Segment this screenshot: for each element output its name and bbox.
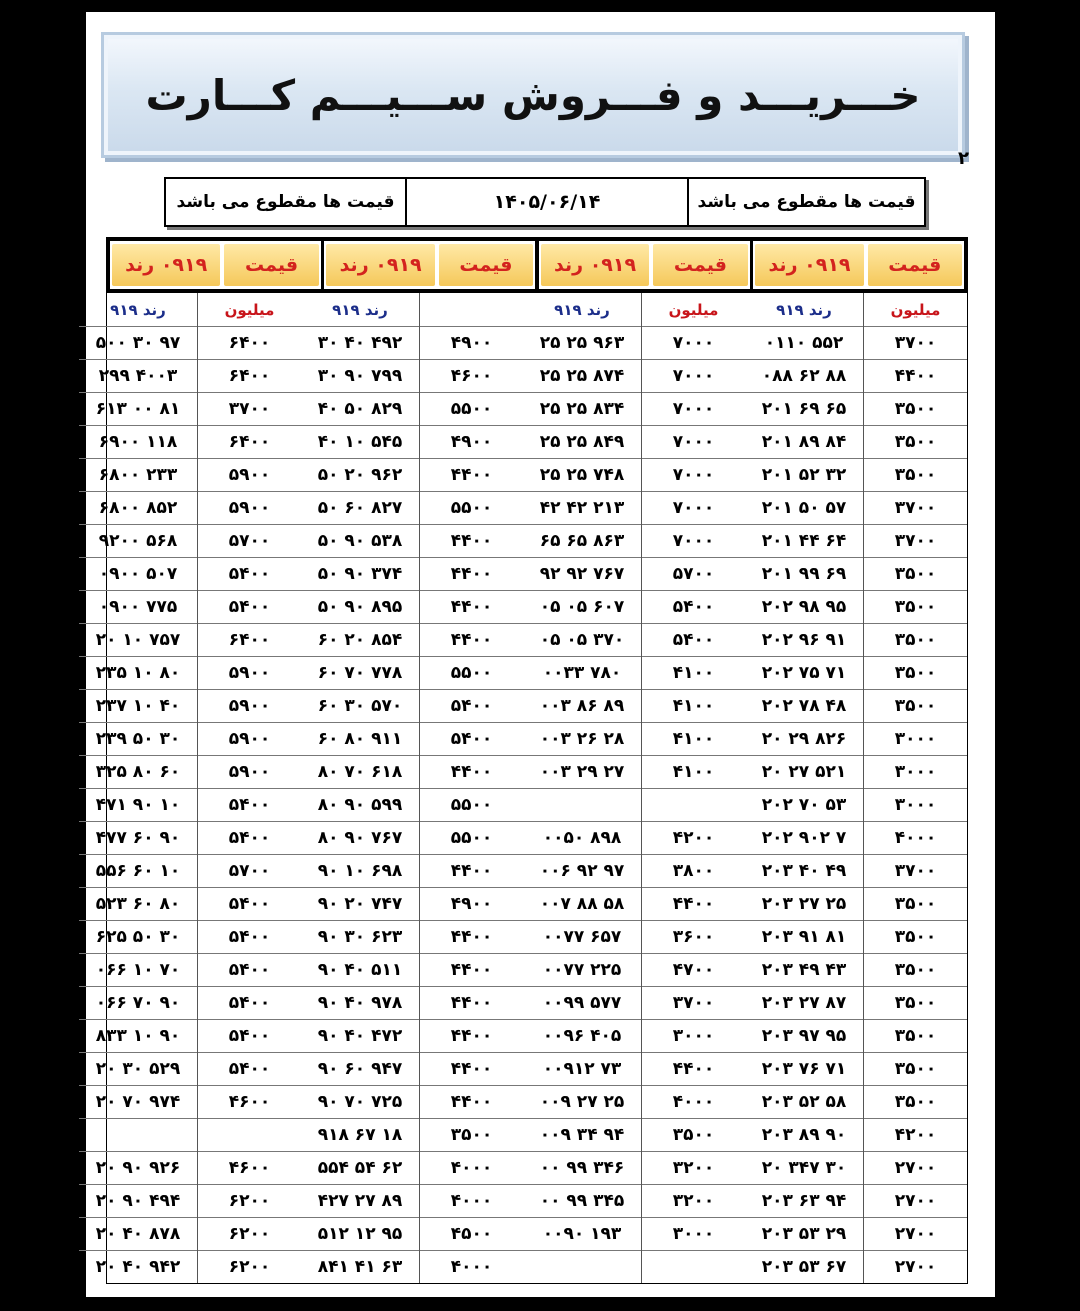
document-page — [86, 12, 995, 1297]
price-cell: ۳۵۰۰ — [864, 558, 967, 591]
phone-number-cell: ۲۰۲ ۹۶ ۹۱ — [745, 624, 863, 657]
phone-number-cell: ۹۰ ۴۰ ۹۷۸ — [301, 987, 419, 1020]
phone-number-cell: ۹۰ ۶۰ ۹۴۷ — [301, 1053, 419, 1086]
price-cell: ۴۹۰۰ — [420, 888, 523, 921]
price-cell: ۴۴۰۰ — [420, 954, 523, 987]
phone-number-cell: ۶۸۰۰ ۲۳۳ — [79, 459, 197, 492]
price-cell: ۵۵۰۰ — [420, 492, 523, 525]
price-cell: ۳۵۰۰ — [864, 459, 967, 492]
phone-number-cell: ۴۷۱ ۹۰ ۱۰ — [79, 789, 197, 822]
price-cell: ۴۴۰۰ — [420, 624, 523, 657]
phone-number-cell: ۰۰۹ ۲۷ ۲۵ — [523, 1086, 641, 1119]
price-cell: ۵۹۰۰ — [198, 492, 301, 525]
price-cell: ۴۶۰۰ — [420, 360, 523, 393]
subheader-number: ۹۱۹ رند — [79, 293, 197, 327]
price-cell: ۵۷۰۰ — [198, 855, 301, 888]
price-cell — [642, 789, 745, 822]
price-cell: ۳۵۰۰ — [864, 1020, 967, 1053]
price-cell: ۴۲۰۰ — [864, 1119, 967, 1152]
price-cell: ۷۰۰۰ — [642, 525, 745, 558]
phone-number-cell: ۰۰۷۷ ۲۲۵ — [523, 954, 641, 987]
info-row — [164, 177, 926, 227]
phone-number-cell: ۵۰ ۹۰ ۵۳۸ — [301, 525, 419, 558]
phone-number-cell: ۶۸۰۰ ۸۵۲ — [79, 492, 197, 525]
price-cell: ۷۰۰۰ — [642, 426, 745, 459]
price-column — [642, 293, 745, 1283]
price-cell: ۳۰۰۰ — [642, 1020, 745, 1053]
phone-number-cell: ۲۰۱ ۵۲ ۳۲ — [745, 459, 863, 492]
number-column — [79, 293, 198, 1283]
phone-number-cell: ۵۰ ۹۰ ۸۹۵ — [301, 591, 419, 624]
price-cell: ۳۵۰۰ — [420, 1119, 523, 1152]
phone-number-cell — [523, 789, 641, 822]
price-cell: ۵۹۰۰ — [198, 690, 301, 723]
phone-number-cell: ۲۳۹ ۵۰ ۳۰ — [79, 723, 197, 756]
price-cell: ۴۷۰۰ — [642, 954, 745, 987]
phone-number-cell: ۰۰۶ ۹۲ ۹۷ — [523, 855, 641, 888]
price-cell: ۳۰۰۰ — [864, 789, 967, 822]
phone-number-cell: ۵۱۲ ۱۲ ۹۵ — [301, 1218, 419, 1251]
phone-number-cell: ۲۳۷ ۱۰ ۴۰ — [79, 690, 197, 723]
price-notice-right: قیمت ها مقطوع می باشد — [687, 179, 924, 225]
price-cell: ۵۴۰۰ — [420, 690, 523, 723]
price-cell: ۴۴۰۰ — [420, 591, 523, 624]
price-cell: ۴۴۰۰ — [420, 1086, 523, 1119]
price-cell: ۷۰۰۰ — [642, 393, 745, 426]
phone-number-cell: ۲۰۱ ۶۹ ۶۵ — [745, 393, 863, 426]
phone-number-cell: ۲۰۱ ۹۹ ۶۹ — [745, 558, 863, 591]
phone-number-cell: ۶۰ ۳۰ ۵۷۰ — [301, 690, 419, 723]
header-number-2: ۰۹۱۹ رند — [541, 244, 649, 286]
price-cell: ۲۷۰۰ — [864, 1218, 967, 1251]
column-group — [745, 293, 967, 1283]
price-cell: ۵۴۰۰ — [198, 987, 301, 1020]
phone-number-cell: ۸۳۳ ۱۰ ۹۰ — [79, 1020, 197, 1053]
phone-number-cell: ۰۰۹۰ ۱۹۳ — [523, 1218, 641, 1251]
phone-number-cell: ۲۰۳ ۸۹ ۹۰ — [745, 1119, 863, 1152]
price-cell: ۵۴۰۰ — [198, 1053, 301, 1086]
price-cell: ۴۱۰۰ — [642, 657, 745, 690]
price-cell: ۴۲۰۰ — [642, 822, 745, 855]
price-cell: ۵۵۰۰ — [420, 393, 523, 426]
header-number-4: ۰۹۱۹ رند — [112, 244, 220, 286]
price-cell: ۳۵۰۰ — [864, 987, 967, 1020]
price-cell: ۳۰۰۰ — [864, 756, 967, 789]
phone-number-cell: ۰۶۶ ۷۰ ۹۰ — [79, 987, 197, 1020]
price-cell: ۳۵۰۰ — [864, 624, 967, 657]
price-cell: ۵۹۰۰ — [198, 459, 301, 492]
price-cell: ۵۴۰۰ — [420, 723, 523, 756]
header-number-1: ۰۹۱۹ رند — [755, 244, 863, 286]
price-cell — [198, 1119, 301, 1152]
header-price-1: قیمت — [868, 244, 962, 286]
subheader-unit: میلیون — [198, 293, 301, 327]
price-cell: ۳۰۰۰ — [864, 723, 967, 756]
phone-number-cell: ۲۰ ۷۰ ۹۷۴ — [79, 1086, 197, 1119]
column-separator — [321, 241, 325, 289]
phone-number-cell: ۵۵۴ ۵۴ ۶۲ — [301, 1152, 419, 1185]
phone-number-cell: ۴۰ ۱۰ ۵۴۵ — [301, 426, 419, 459]
phone-number-cell: ۶۰ ۷۰ ۷۷۸ — [301, 657, 419, 690]
price-cell: ۳۵۰۰ — [864, 921, 967, 954]
phone-number-cell: ۰۶۶ ۱۰ ۷۰ — [79, 954, 197, 987]
phone-number-cell: ۹۰ ۷۰ ۷۲۵ — [301, 1086, 419, 1119]
phone-number-cell: ۲۰۱ ۸۹ ۸۴ — [745, 426, 863, 459]
price-cell: ۵۴۰۰ — [198, 1020, 301, 1053]
price-cell: ۴۴۰۰ — [420, 756, 523, 789]
price-cell: ۳۵۰۰ — [864, 657, 967, 690]
phone-number-cell: ۲۵ ۲۵ ۷۴۸ — [523, 459, 641, 492]
phone-number-cell: ۲۰۳ ۴۰ ۴۹ — [745, 855, 863, 888]
price-cell: ۳۷۰۰ — [864, 525, 967, 558]
title-banner — [101, 32, 965, 158]
phone-number-cell: ۲۰۳ ۵۳ ۲۹ — [745, 1218, 863, 1251]
phone-number-cell: ۲۰ ۲۹ ۸۲۶ — [745, 723, 863, 756]
header-price-2: قیمت — [653, 244, 747, 286]
price-cell: ۳۵۰۰ — [864, 426, 967, 459]
price-cell: ۴۴۰۰ — [420, 1053, 523, 1086]
phone-number-cell: ۰۸۸ ۶۲ ۸۸ — [745, 360, 863, 393]
price-cell: ۵۴۰۰ — [198, 789, 301, 822]
phone-number-cell: ۹۰ ۲۰ ۷۴۷ — [301, 888, 419, 921]
column-group — [79, 293, 301, 1283]
phone-number-cell: ۴۰ ۵۰ ۸۲۹ — [301, 393, 419, 426]
price-cell: ۷۰۰۰ — [642, 492, 745, 525]
phone-number-cell: ۴۲ ۴۲ ۲۱۳ — [523, 492, 641, 525]
price-cell: ۶۴۰۰ — [198, 624, 301, 657]
price-cell: ۷۰۰۰ — [642, 459, 745, 492]
price-column — [198, 293, 301, 1283]
price-cell: ۳۵۰۰ — [864, 1053, 967, 1086]
price-cell: ۳۷۰۰ — [198, 393, 301, 426]
price-cell: ۴۴۰۰ — [642, 1053, 745, 1086]
phone-number-cell: ۲۵ ۲۵ ۸۳۴ — [523, 393, 641, 426]
price-cell: ۳۰۰۰ — [642, 1218, 745, 1251]
phone-number-cell — [79, 1119, 197, 1152]
price-cell: ۴۴۰۰ — [420, 558, 523, 591]
price-cell: ۴۰۰۰ — [642, 1086, 745, 1119]
phone-number-cell: ۲۰۳ ۲۷ ۸۷ — [745, 987, 863, 1020]
phone-number-cell: ۶۵ ۶۵ ۸۶۳ — [523, 525, 641, 558]
price-cell: ۳۲۰۰ — [642, 1185, 745, 1218]
phone-number-cell: ۴۷۷ ۶۰ ۹۰ — [79, 822, 197, 855]
phone-number-cell: ۶۰ ۸۰ ۹۱۱ — [301, 723, 419, 756]
number-column — [745, 293, 864, 1283]
price-cell: ۴۴۰۰ — [420, 525, 523, 558]
price-cell: ۴۹۰۰ — [420, 327, 523, 360]
price-cell: ۴۰۰۰ — [450, 1257, 493, 1277]
phone-number-cell: ۲۰۳ ۹۷ ۹۵ — [745, 1020, 863, 1053]
price-cell: ۴۰۰۰ — [420, 1185, 523, 1218]
phone-number-cell: ۲۰۲ ۷۸ ۴۸ — [745, 690, 863, 723]
phone-number-cell: ۰۰ ۹۹ ۳۴۶ — [523, 1152, 641, 1185]
header-price-4: قیمت — [224, 244, 318, 286]
phone-number-cell: ۰۰۷۷ ۶۵۷ — [523, 921, 641, 954]
phone-number-cell: ۶۰ ۲۰ ۸۵۴ — [301, 624, 419, 657]
price-cell: ۳۷۰۰ — [642, 987, 745, 1020]
price-cell: ۳۶۰۰ — [642, 921, 745, 954]
price-cell: ۴۴۰۰ — [642, 888, 745, 921]
column-separator — [535, 241, 539, 289]
price-cell: ۴۴۰۰ — [420, 921, 523, 954]
price-cell: ۵۴۰۰ — [198, 921, 301, 954]
phone-number-cell: ۰۰۹۱۲ ۷۳ — [523, 1053, 641, 1086]
phone-number-cell: ۸۴۱ ۴۱ ۶۳ — [317, 1257, 403, 1277]
phone-number-cell: ۵۰ ۶۰ ۸۲۷ — [301, 492, 419, 525]
price-cell: ۴۴۰۰ — [864, 360, 967, 393]
price-notice-left: قیمت ها مقطوع می باشد — [176, 192, 395, 212]
price-cell: ۷۰۰۰ — [642, 360, 745, 393]
phone-number-cell: ۴۲۷ ۲۷ ۸۹ — [301, 1185, 419, 1218]
phone-number-cell: ۲۰ ۹۰ ۹۲۶ — [79, 1152, 197, 1185]
table-header — [106, 237, 968, 293]
subheader-unit: میلیون — [642, 293, 745, 327]
price-cell: ۵۷۰۰ — [642, 558, 745, 591]
phone-number-cell: ۲۰ ۴۰ ۸۷۸ — [79, 1218, 197, 1251]
phone-number-cell: ۲۰۳ ۹۱ ۸۱ — [745, 921, 863, 954]
phone-number-cell: ۳۲۵ ۸۰ ۶۰ — [79, 756, 197, 789]
price-cell: ۴۰۰۰ — [864, 822, 967, 855]
price-cell: ۴۱۰۰ — [642, 756, 745, 789]
phone-number-cell: ۲۰ ۱۰ ۷۵۷ — [79, 624, 197, 657]
phone-number-cell: ۹۰ ۱۰ ۶۹۸ — [301, 855, 419, 888]
price-cell: ۴۴۰۰ — [420, 987, 523, 1020]
price-cell: ۳۷۰۰ — [864, 492, 967, 525]
phone-number-cell: ۰۰۹۹ ۵۷۷ — [523, 987, 641, 1020]
price-cell: ۶۴۰۰ — [198, 360, 301, 393]
column-group — [523, 293, 745, 1283]
phone-number-cell: ۰۰۵۰ ۸۹۸ — [523, 822, 641, 855]
phone-number-cell: ۶۹۰۰ ۱۱۸ — [79, 426, 197, 459]
phone-number-cell: ۰۰۹ ۳۴ ۹۴ — [523, 1119, 641, 1152]
phone-number-cell: ۲۰۲ ۹۸ ۹۵ — [745, 591, 863, 624]
price-cell: ۵۷۰۰ — [198, 525, 301, 558]
price-cell: ۳۵۰۰ — [864, 393, 967, 426]
column-group — [301, 293, 523, 1283]
price-cell: ۴۰۰۰ — [420, 1152, 523, 1185]
phone-number-cell: ۲۰۲ ۷۰ ۵۳ — [745, 789, 863, 822]
price-cell: ۴۶۰۰ — [198, 1152, 301, 1185]
price-cell: ۴۴۰۰ — [420, 1020, 523, 1053]
phone-number-cell: ۰۹۰۰ ۷۷۵ — [79, 591, 197, 624]
price-cell: ۳۵۰۰ — [864, 1086, 967, 1119]
price-cell: ۶۲۰۰ — [198, 1185, 301, 1218]
price-cell: ۵۴۰۰ — [198, 558, 301, 591]
date-label: ۱۴۰۵/۰۶/۱۴ — [405, 179, 687, 225]
price-cell: ۵۹۰۰ — [198, 756, 301, 789]
price-cell: ۵۴۰۰ — [198, 822, 301, 855]
phone-number-cell: ۲۰ ۴۰ ۹۴۲ — [95, 1257, 181, 1277]
price-cell: ۵۴۰۰ — [198, 954, 301, 987]
phone-number-cell: ۰۰۷ ۸۸ ۵۸ — [523, 888, 641, 921]
phone-number-cell: ۲۰ ۳۴۷ ۳۰ — [745, 1152, 863, 1185]
header-number-3: ۰۹۱۹ رند — [326, 244, 434, 286]
table-body — [95, 293, 968, 1284]
price-cell: ۳۸۰۰ — [642, 855, 745, 888]
price-cell: ۵۹۰۰ — [198, 723, 301, 756]
number-column — [301, 293, 420, 1283]
phone-number-cell: ۲۳۵ ۱۰ ۸۰ — [79, 657, 197, 690]
price-cell: ۴۵۰۰ — [420, 1218, 523, 1251]
phone-number-cell — [523, 1251, 641, 1283]
phone-number-cell: ۹۲ ۹۲ ۷۶۷ — [523, 558, 641, 591]
subheader-number: ۹۱۹ رند — [523, 293, 641, 327]
phone-number-cell: ۵۵۶ ۶۰ ۱۰ — [79, 855, 197, 888]
price-cell: ۴۴۰۰ — [420, 855, 523, 888]
price-cell: ۲۷۰۰ — [864, 1185, 967, 1218]
price-cell: ۴۹۰۰ — [420, 426, 523, 459]
sim-card-table — [95, 237, 968, 1284]
column-separator — [750, 241, 754, 289]
price-cell: ۶۲۰۰ — [198, 1218, 301, 1251]
price-cell: ۵۵۰۰ — [420, 789, 523, 822]
price-cell: ۳۵۰۰ — [642, 1119, 745, 1152]
subheader-unit: میلیون — [864, 293, 967, 327]
phone-number-cell: ۰۰۳۳ ۷۸۰ — [523, 657, 641, 690]
price-cell — [642, 1251, 745, 1283]
phone-number-cell: ۲۰۳ ۵۳ ۶۷ — [761, 1257, 847, 1277]
phone-number-cell: ۲۰۲ ۹۰۲ ۷ — [745, 822, 863, 855]
price-cell: ۶۴۰۰ — [198, 426, 301, 459]
phone-number-cell: ۰۵ ۰۵ ۳۷۰ — [523, 624, 641, 657]
phone-number-cell: ۲۰۳ ۷۶ ۷۱ — [745, 1053, 863, 1086]
number-column — [523, 293, 642, 1283]
phone-number-cell: ۸۰ ۹۰ ۷۶۷ — [301, 822, 419, 855]
page-number: ۲ — [958, 148, 969, 169]
price-column — [420, 293, 523, 1283]
phone-number-cell: ۹۰ ۳۰ ۶۲۳ — [301, 921, 419, 954]
phone-number-cell: ۲۰ ۳۰ ۵۲۹ — [79, 1053, 197, 1086]
price-cell: ۵۹۰۰ — [198, 657, 301, 690]
phone-number-cell: ۹۰ ۴۰ ۵۱۱ — [301, 954, 419, 987]
phone-number-cell: ۲۵ ۲۵ ۹۶۳ — [523, 327, 641, 360]
price-cell: ۳۷۰۰ — [864, 327, 967, 360]
subheader-number: ۹۱۹ رند — [301, 293, 419, 327]
price-cell: ۳۵۰۰ — [864, 954, 967, 987]
phone-number-cell: ۲۰۳ ۵۲ ۵۸ — [745, 1086, 863, 1119]
phone-number-cell: ۰۰۳ ۸۶ ۸۹ — [523, 690, 641, 723]
phone-number-cell: ۹۰ ۴۰ ۴۷۲ — [301, 1020, 419, 1053]
phone-number-cell: ۲۰۲ ۷۵ ۷۱ — [745, 657, 863, 690]
phone-number-cell: ۵۰۰ ۳۰ ۹۷ — [79, 327, 197, 360]
price-cell: ۵۴۰۰ — [642, 624, 745, 657]
phone-number-cell: ۹۲۰۰ ۵۶۸ — [79, 525, 197, 558]
phone-number-cell: ۰۰ ۹۹ ۳۴۵ — [523, 1185, 641, 1218]
price-cell: ۴۱۰۰ — [642, 690, 745, 723]
phone-number-cell: ۸۰ ۹۰ ۵۹۹ — [301, 789, 419, 822]
subheader-number: ۹۱۹ رند — [745, 293, 863, 327]
phone-number-cell: ۲۰۱ ۵۰ ۵۷ — [745, 492, 863, 525]
price-cell: ۶۴۰۰ — [198, 327, 301, 360]
page-title: خـــریـــد و فـــروش ســـیـــم کـــارت — [145, 70, 921, 120]
phone-number-cell: ۲۰۳ ۶۳ ۹۴ — [745, 1185, 863, 1218]
price-cell: ۵۵۰۰ — [420, 822, 523, 855]
phone-number-cell: ۰۰۹۶ ۴۰۵ — [523, 1020, 641, 1053]
phone-number-cell: ۰۹۰۰ ۵۰۷ — [79, 558, 197, 591]
price-cell: ۳۲۰۰ — [642, 1152, 745, 1185]
price-cell: ۴۶۰۰ — [198, 1086, 301, 1119]
phone-number-cell: ۲۰۳ ۲۷ ۲۵ — [745, 888, 863, 921]
phone-number-cell: ۶۱۳ ۰۰ ۸۱ — [79, 393, 197, 426]
price-cell: ۵۴۰۰ — [198, 888, 301, 921]
phone-number-cell: ۰۱۱۰ ۵۵۲ — [745, 327, 863, 360]
phone-number-cell: ۵۰ ۲۰ ۹۶۲ — [301, 459, 419, 492]
phone-number-cell: ۶۲۵ ۵۰ ۳۰ — [79, 921, 197, 954]
phone-number-cell: ۸۰ ۷۰ ۶۱۸ — [301, 756, 419, 789]
phone-number-cell: ۲۰ ۹۰ ۴۹۴ — [79, 1185, 197, 1218]
phone-number-cell: ۲۰ ۲۷ ۵۲۱ — [745, 756, 863, 789]
phone-number-cell: ۰۵ ۰۵ ۶۰۷ — [523, 591, 641, 624]
price-cell: ۳۵۰۰ — [864, 888, 967, 921]
price-cell: ۵۴۰۰ — [198, 591, 301, 624]
phone-number-cell: ۲۰۳ ۴۹ ۴۳ — [745, 954, 863, 987]
price-cell: ۲۷۰۰ — [894, 1257, 937, 1277]
price-cell: ۳۷۰۰ — [864, 855, 967, 888]
price-column — [864, 293, 967, 1283]
price-cell: ۵۴۰۰ — [642, 591, 745, 624]
phone-number-cell: ۲۰۱ ۴۴ ۶۴ — [745, 525, 863, 558]
phone-number-cell: ۵۲۳ ۶۰ ۸۰ — [79, 888, 197, 921]
phone-number-cell: ۲۵ ۲۵ ۸۴۹ — [523, 426, 641, 459]
phone-number-cell: ۳۰ ۹۰ ۷۹۹ — [301, 360, 419, 393]
price-cell: ۷۰۰۰ — [642, 327, 745, 360]
price-cell: ۳۵۰۰ — [864, 690, 967, 723]
phone-number-cell: ۲۵ ۲۵ ۸۷۴ — [523, 360, 641, 393]
price-cell: ۳۵۰۰ — [864, 591, 967, 624]
phone-number-cell: ۰۰۳ ۲۶ ۲۸ — [523, 723, 641, 756]
price-cell: ۲۷۰۰ — [864, 1152, 967, 1185]
price-cell: ۴۱۰۰ — [642, 723, 745, 756]
price-cell: ۵۵۰۰ — [420, 657, 523, 690]
phone-number-cell: ۹۱۸ ۶۷ ۱۸ — [301, 1119, 419, 1152]
phone-number-cell: ۰۰۳ ۲۹ ۲۷ — [523, 756, 641, 789]
phone-number-cell: ۲۹۹ ۴۰۰۳ — [79, 360, 197, 393]
price-cell: ۴۴۰۰ — [420, 459, 523, 492]
header-price-3: قیمت — [439, 244, 533, 286]
phone-number-cell: ۵۰ ۹۰ ۳۷۴ — [301, 558, 419, 591]
price-cell: ۶۲۰۰ — [228, 1257, 271, 1277]
phone-number-cell: ۳۰ ۴۰ ۴۹۲ — [301, 327, 419, 360]
subheader-unit — [420, 293, 523, 327]
